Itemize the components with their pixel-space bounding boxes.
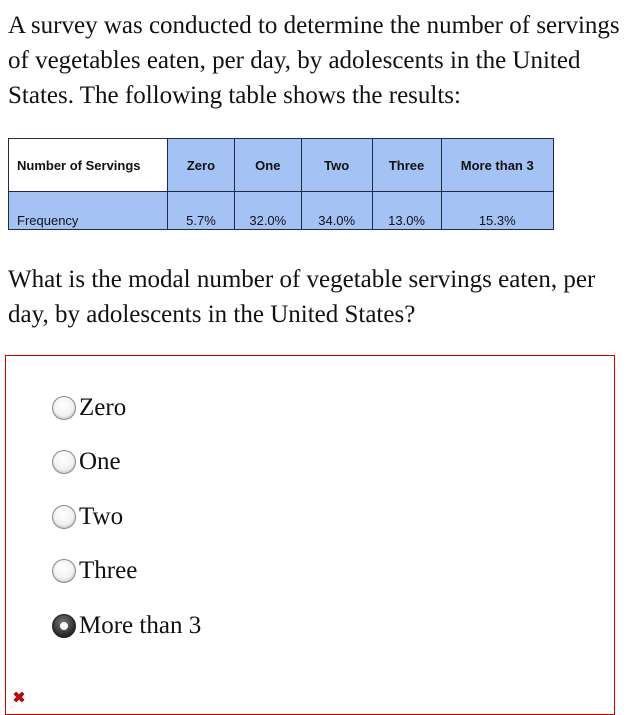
option-three[interactable] (52, 555, 137, 587)
incorrect-x-icon (11, 689, 27, 705)
servings-cell-three: Three (372, 139, 441, 192)
servings-cell-more-than-3: More than 3 (441, 139, 554, 192)
radio-button-three[interactable] (52, 559, 76, 583)
option-one[interactable] (52, 446, 121, 478)
radio-button-one[interactable] (52, 450, 76, 474)
servings-cell-two: Two (301, 139, 372, 192)
option-label-three: Three (79, 557, 138, 584)
option-zero[interactable] (52, 392, 126, 424)
radio-button-zero[interactable] (52, 396, 76, 420)
servings-header-row (9, 139, 554, 192)
option-label-more-than-3: More than 3 (79, 612, 202, 639)
frequency-cell-one: 32.0% (234, 192, 301, 230)
answer-choices-box (5, 355, 615, 715)
frequency-cell-zero: 5.7% (168, 192, 235, 230)
option-label-zero: Zero (79, 394, 127, 421)
question-text: What is the modal number of vegetable servings eaten, per day, by adolescents in the United States? (8, 266, 596, 328)
servings-cell-one: One (234, 139, 301, 192)
problem-statement: A survey was conducted to determine the number of servings of vegetables eaten, per day, by adolescents in the United States. The following table shows the results: (8, 12, 620, 109)
frequency-row-label: Frequency (9, 192, 168, 230)
frequency-table (8, 138, 554, 230)
servings-cell-zero: Zero (168, 139, 235, 192)
radio-button-two[interactable] (52, 505, 76, 529)
option-more-than-3[interactable] (52, 610, 201, 642)
option-label-two: Two (79, 503, 124, 530)
option-two[interactable] (52, 501, 123, 533)
frequency-row (9, 192, 554, 230)
option-label-one: One (79, 448, 121, 475)
frequency-cell-two: 34.0% (301, 192, 372, 230)
servings-header-label: Number of Servings (9, 139, 168, 192)
radio-button-more-than-3[interactable] (52, 614, 76, 638)
frequency-cell-more-than-3: 15.3% (441, 192, 554, 230)
frequency-cell-three: 13.0% (372, 192, 441, 230)
